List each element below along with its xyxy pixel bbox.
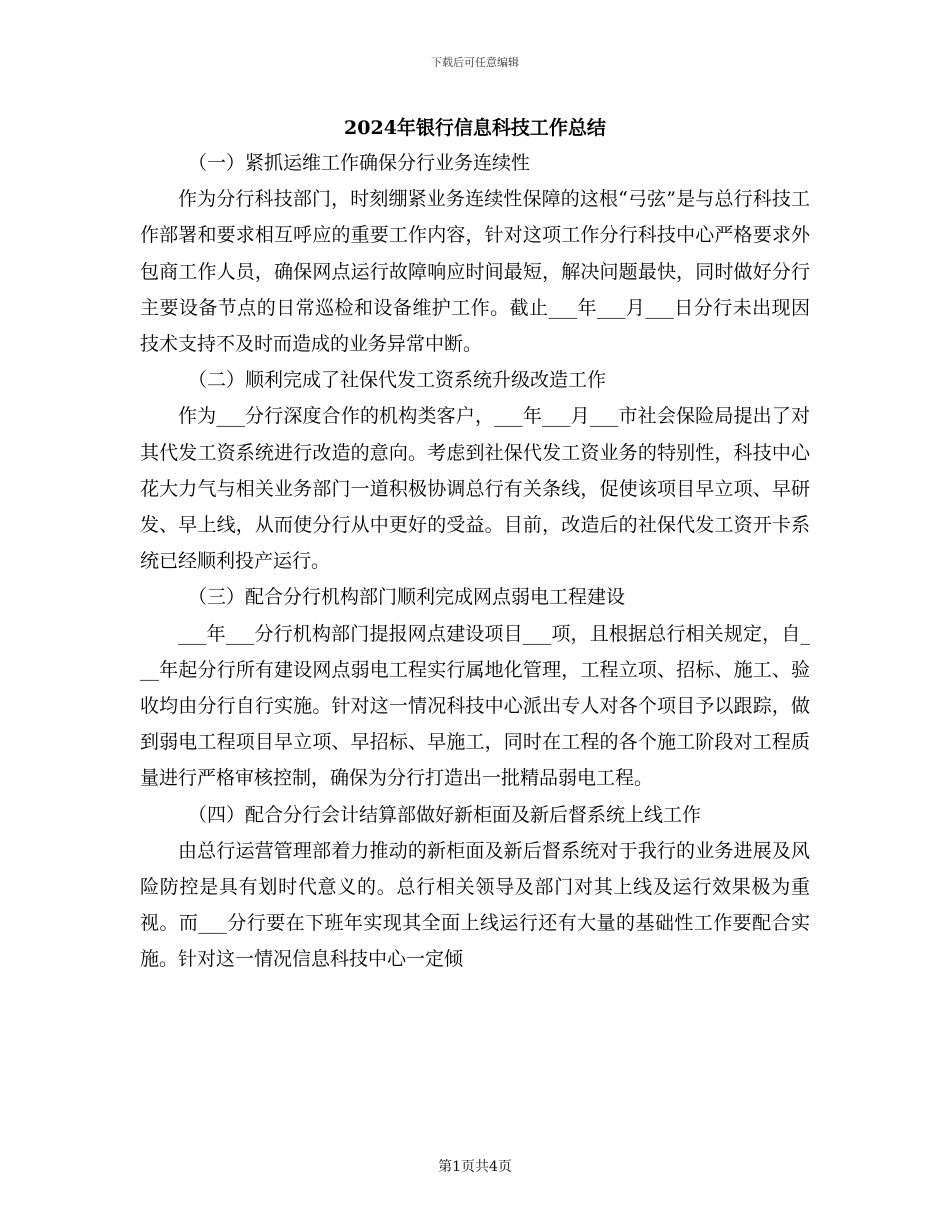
section-heading-1: （一）紧抓运维工作确保分行业务连续性 [188, 152, 531, 174]
page-header: 下载后可任意编辑 [431, 56, 519, 69]
section-paragraph-1: 作为分行科技部门，时刻绷紧业务连续性保障的这根“弓弦”是与总行科技工作部署和要求相互呼应的重要工作内容，针对这项工作分行科技中心严格要求外包商工作人员，确保网点运行故障响应时间最短，解决问题最快，同时做好分行主要设备节点的日常巡检和设备维护工作。截止___年___月___日分行未出现因技术支持不及时而造成的业务异常中断。 [140, 188, 810, 356]
section-heading-4: （四）配合分行会计结算部做好新柜面及新后督系统上线工作 [188, 803, 702, 826]
page-footer: 第1页共4页 [438, 1159, 512, 1175]
section-heading-2: （二）顺利完成了社保代发工资系统升级改造工作 [188, 369, 607, 392]
section-paragraph-2: 作为___分行深度合作的机构类客户，___年___月___市社会保险局提出了对其代发工资系统进行改造的意向。考虑到社保代发工资业务的特别性，科技中心花大力气与相关业务部门一道积极协调总行有关条线，促使该项目早立项、早研发、早上线，从而使分行从中更好的受益。目前，改造后的社保代发工资开卡系统已经顺利投产运行。 [140, 405, 810, 573]
document-body [140, 145, 810, 978]
section-heading-3: （三）配合分行机构部门顺利完成网点弱电工程建设 [188, 586, 626, 609]
section-paragraph-4: 由总行运营管理部着力推动的新柜面及新后督系统对于我行的业务进展及风险防控是具有划时代意义的。总行相关领导及部门对其上线及运行效果极为重视。而___分行要在下班年实现其全面上线运行还有大量的基础性工作要配合实施。针对这一情况信息科技中心一定倾 [140, 839, 810, 971]
section-paragraph-3: ___年___分行机构部门提报网点建设项目___项，且根据总行相关规定，自___年起分行所有建设网点弱电工程实行属地化管理，工程立项、招标、施工、验收均由分行自行实施。针对这一情况科技中心派出专人对各个项目予以跟踪，做到弱电工程项目早立项、早招标、早施工，同时在工程的各个施工阶段对工程质量进行严格审核控制，确保为分行打造出一批精品弱电工程。 [140, 622, 810, 790]
document-title: 2024年银行信息科技工作总结 [344, 117, 606, 139]
